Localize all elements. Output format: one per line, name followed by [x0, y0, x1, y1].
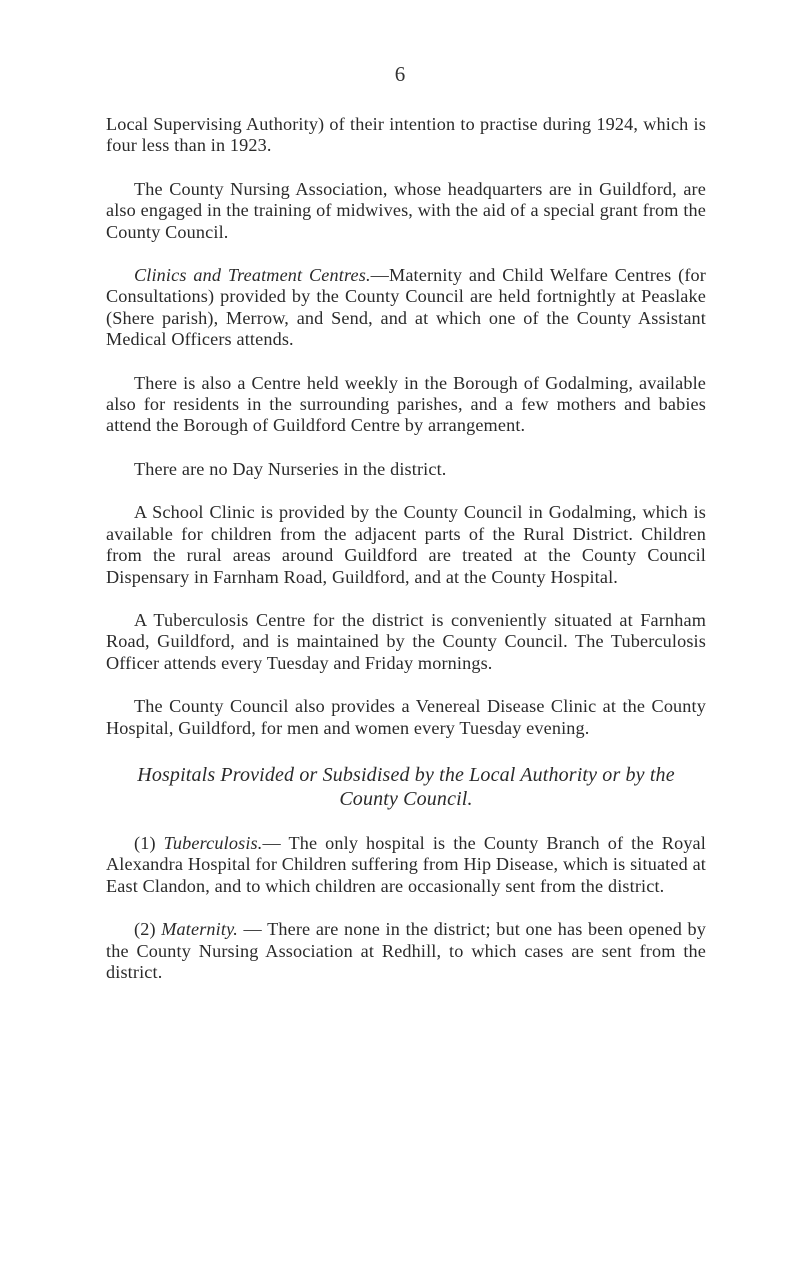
section-heading-hospitals: Hospitals Provided or Subsidised by the Local Authority or by the County Council.	[137, 763, 675, 810]
paragraph-midwives-intention: Local Supervising Authority) of their intention to practise during 1924, which is four less than in 1923.	[106, 114, 706, 156]
paragraph-godalming-centre: There is also a Centre held weekly in the Borough of Godalming, available also for residents in the surrounding parishes, and a few mothers and babies attend the Borough of Guildford Centre by arrangement.	[106, 372, 706, 436]
paragraph-clinics	[106, 265, 706, 351]
paragraph-school-clinic: A School Clinic is provided by the County Council in Godalming, which is available for children from the adjacent parts of the Rural District. Children from the rural areas around Guildford are treated at the County Council Dispensary in Farnham Road, Guildford, and at the County Hospital.	[106, 502, 706, 587]
clinics-lead-heading: Clinics and Treatment Centres.	[134, 265, 371, 286]
item-body-text: — The only hospital is the County Branch of the Royal Alexandra Hospital for Children suffering from Hip Disease, which is situated at East Clandon, and to which children are occasionally sent from the district.	[106, 832, 706, 896]
item-number: (2)	[134, 919, 156, 940]
item-number: (1)	[134, 832, 156, 853]
paragraph-county-nursing-association: The County Nursing Association, whose headquarters are in Guildford, are also engaged in the training of midwives, with the aid of a special grant from the County Council.	[106, 178, 706, 242]
paragraph-tuberculosis-centre: A Tuberculosis Centre for the district is conveniently situated at Farnham Road, Guildford, and is maintained by the County Council. The Tuberculosis Officer attends every Tuesday and Friday mornings.	[106, 609, 706, 673]
item-lead-heading: Maternity.	[161, 919, 238, 940]
page-number: 6	[394, 62, 406, 86]
item-lead-heading: Tuberculosis.	[163, 832, 263, 853]
page-content	[106, 114, 706, 1005]
list-item	[106, 833, 706, 897]
paragraph-day-nurseries: There are no Day Nurseries in the district.	[134, 458, 447, 479]
clinics-body-text: —Maternity and Child Welfare Centres (for Consultations) provided by the County Council are held fortnightly at Peaslake (Shere parish), Merrow, and Send, and at which one of the County Assistant Medical Officers attends.	[106, 265, 706, 350]
paragraph-venereal-disease-clinic: The County Council also provides a Venereal Disease Clinic at the County Hospital, Guildford, for men and women every Tuesday evening.	[106, 696, 706, 738]
item-body-text: — There are none in the district; but one has been opened by the County Nursing Association at Redhill, to which cases are sent from the district.	[106, 919, 706, 982]
list-item	[106, 919, 706, 983]
